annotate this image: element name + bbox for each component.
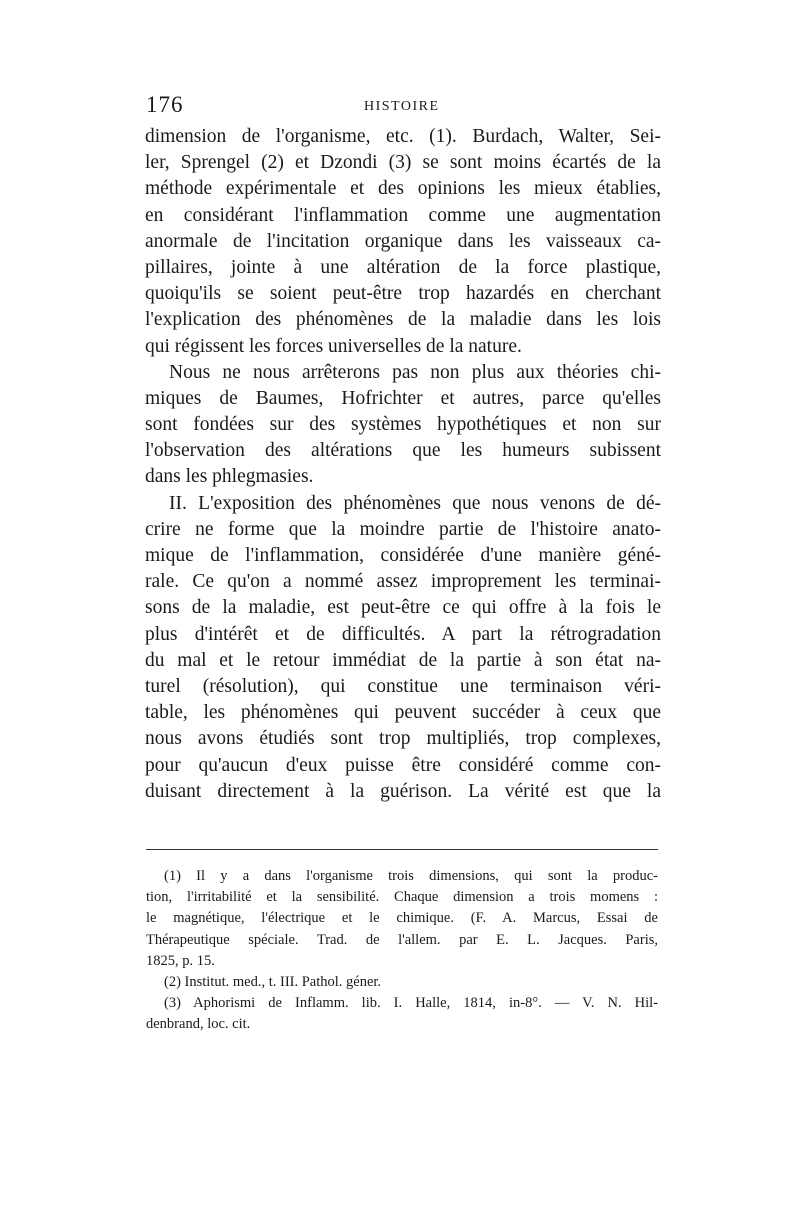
footnote-line: (1) Il y a dans l'organisme trois dimensions, qui sont la produc- <box>164 868 658 884</box>
page-number: 176 <box>146 92 184 117</box>
text-line: l'observation des altérations que les humeurs subissent <box>145 440 661 462</box>
text-line: en considérant l'inflammation comme une augmentation <box>145 204 661 226</box>
text-line: pillaires, jointe à une altération de la force plastique, <box>145 256 661 278</box>
text-line: nous avons étudiés sont trop multipliés, trop complexes, <box>145 728 661 750</box>
text-line: dans les phlegmasies. <box>145 466 314 488</box>
footnote-line: (2) Institut. med., t. III. Pathol. géner. <box>164 973 382 990</box>
text-line: qui régissent les forces universelles de la nature. <box>145 335 522 357</box>
footnotes <box>146 866 658 1036</box>
text-line: dimension de l'organisme, etc. (1). Burdach, Walter, Sei- <box>145 126 661 147</box>
text-line: crire ne forme que la moindre partie de l'histoire anato- <box>145 518 661 540</box>
text-line: miques de Baumes, Hofrichter et autres, parce qu'elles <box>145 387 661 409</box>
footnote-line: Thérapeutique spéciale. Trad. de l'allem. par E. L. Jacques. Paris, <box>146 931 658 948</box>
text-line: sont fondées sur des systèmes hypothétiques et non sur <box>145 414 661 436</box>
text-line: quoiqu'ils se soient peut-être trop hazardés en cherchant <box>145 283 661 305</box>
main-text <box>145 124 661 805</box>
text-line: mique de l'inflammation, considérée d'une manière géné- <box>145 545 661 566</box>
text-line: Nous ne nous arrêterons pas non plus aux théories chi- <box>169 361 661 383</box>
footnote-line: (3) Aphorismi de Inflamm. lib. I. Halle, 1814, in-8°. — V. N. Hil- <box>164 995 658 1012</box>
text-line: méthode expérimentale et des opinions les mieux établies, <box>145 178 661 200</box>
text-line: ler, Sprengel (2) et Dzondi (3) se sont moins écartés de la <box>145 152 661 174</box>
text-line: table, les phénomènes qui peuvent succéder à ceux que <box>145 702 661 724</box>
text-line: turel (résolution), qui constitue une terminaison véri- <box>145 675 661 697</box>
text-line: du mal et le retour immédiat de la partie à son état na- <box>145 649 661 671</box>
text-line: l'explication des phénomènes de la maladie dans les lois <box>145 309 661 331</box>
running-head: HISTOIRE <box>364 99 440 114</box>
footnote-line: le magnétique, l'électrique et le chimique. (F. A. Marcus, Essai de <box>146 910 658 927</box>
text-line: plus d'intérêt et de difficultés. A part la rétrogradation <box>145 623 661 645</box>
footnote-line: denbrand, loc. cit. <box>146 1016 251 1033</box>
footnote-divider <box>146 849 658 850</box>
footnote-line: 1825, p. 15. <box>146 952 215 969</box>
page-header <box>146 92 656 122</box>
text-line: rale. Ce qu'on a nommé assez improprement les terminai- <box>145 571 661 593</box>
text-line: pour qu'aucun d'eux puisse être considéré comme con- <box>145 754 661 776</box>
text-line: II. L'exposition des phénomènes que nous venons de dé- <box>169 492 661 514</box>
text-line: sons de la maladie, est peut-être ce qui offre à la fois le <box>145 597 661 619</box>
footnote-line: tion, l'irritabilité et la sensibilité. Chaque dimension a trois momens : <box>146 889 658 906</box>
text-line: anormale de l'incitation organique dans les vaisseaux ca- <box>145 230 661 252</box>
text-line: duisant directement à la guérison. La vérité est que la <box>145 780 661 802</box>
